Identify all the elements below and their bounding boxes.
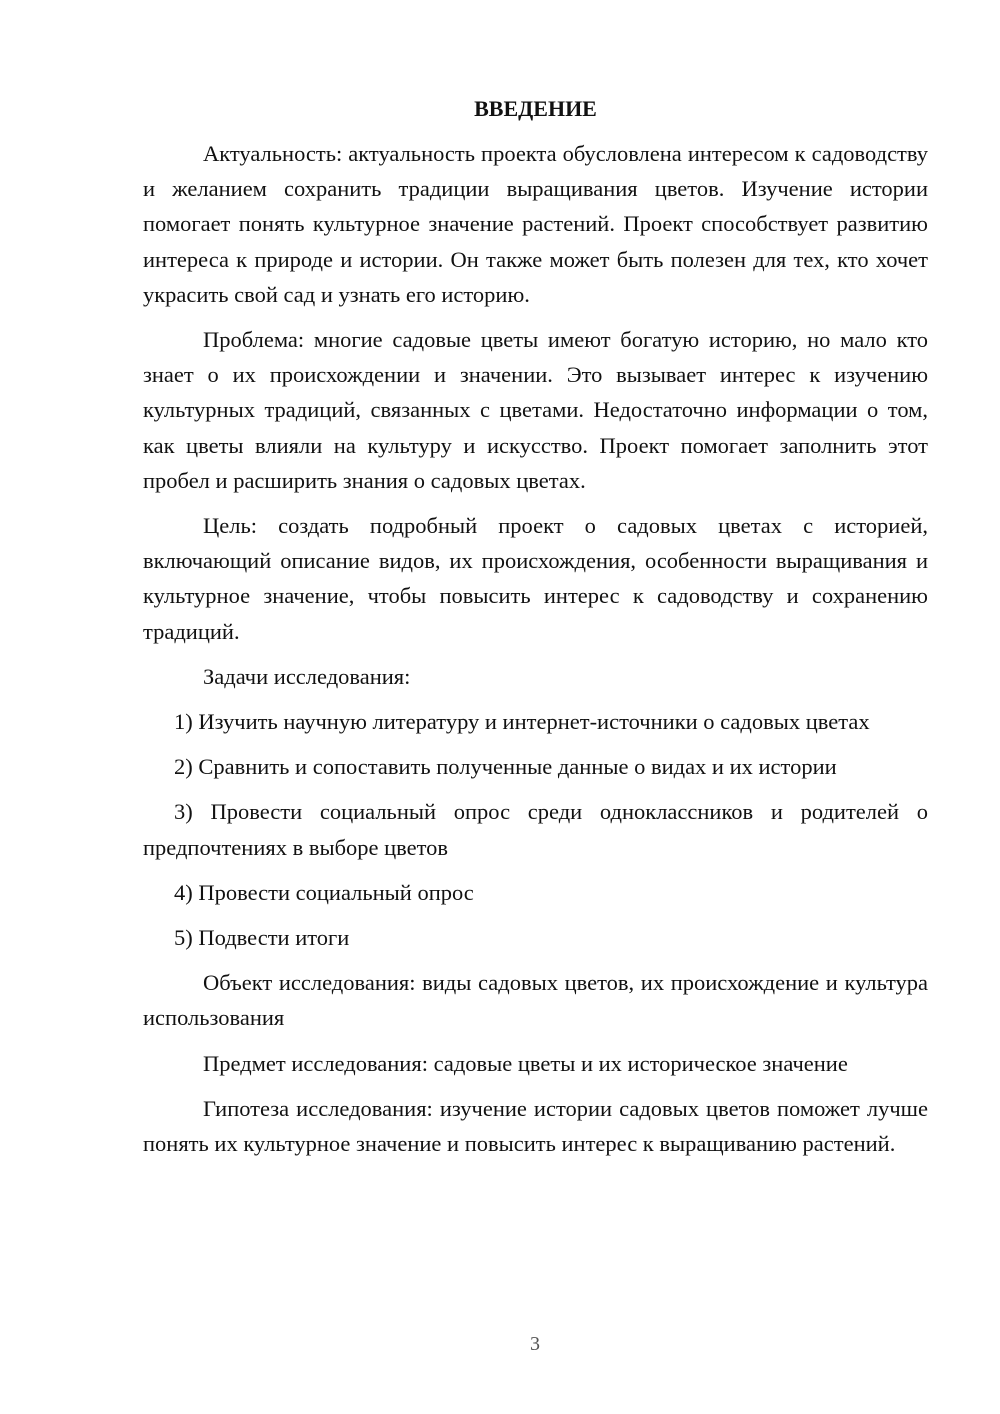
section-heading: ВВЕДЕНИЕ	[474, 96, 597, 121]
object-paragraph: Объект исследования: виды садовых цветов, их происхождение и культура использования	[143, 970, 928, 1031]
goal-paragraph: Цель: создать подробный проект о садовых цветах с историей, включающий описание видов, их происхождения, особенности выращивания и культурное значение, чтобы повысить интерес к садоводству и сохранению традиций.	[143, 513, 928, 644]
task-item: 3) Провести социальный опрос среди одноклассников и родителей о предпочтениях в выборе цветов	[143, 799, 928, 860]
subject-paragraph: Предмет исследования: садовые цветы и их историческое значение	[203, 1050, 848, 1076]
task-item: 4) Провести социальный опрос	[174, 879, 474, 905]
task-item: 2) Сравнить и сопоставить полученные данные о видах и их истории	[174, 754, 837, 780]
task-item: 1) Изучить научную литературу и интернет-источники о садовых цветах	[174, 709, 870, 735]
document-page	[143, 92, 928, 1171]
problem-paragraph: Проблема: многие садовые цветы имеют богатую историю, но мало кто знает о их происхождении и значении. Это вызывает интерес к изучению культурных традиций, связанных с цветами. Недостаточно информации о том, как цветы влияли на культуру и искусство. Проект помогает заполнить этот пробел и расширить знания о садовых цветах.	[143, 327, 928, 493]
hypothesis-paragraph: Гипотеза исследования: изучение истории садовых цветов поможет лучше понять их культурное значение и повысить интерес к выращиванию растений.	[143, 1095, 928, 1157]
relevance-paragraph: Актуальность: актуальность проекта обусловлена интересом к садоводству и желанием сохранить традиции выращивания цветов. Изучение истории помогает понять культурное значение растений. Проект способствует развитию интереса к природе и истории. Он также может быть полезен для тех, кто хочет украсить свой сад и узнать его историю.	[143, 141, 928, 307]
task-item: 5) Подвести итоги	[174, 925, 350, 951]
tasks-title: Задачи исследования:	[203, 663, 411, 689]
page-number: 3	[530, 1333, 540, 1355]
